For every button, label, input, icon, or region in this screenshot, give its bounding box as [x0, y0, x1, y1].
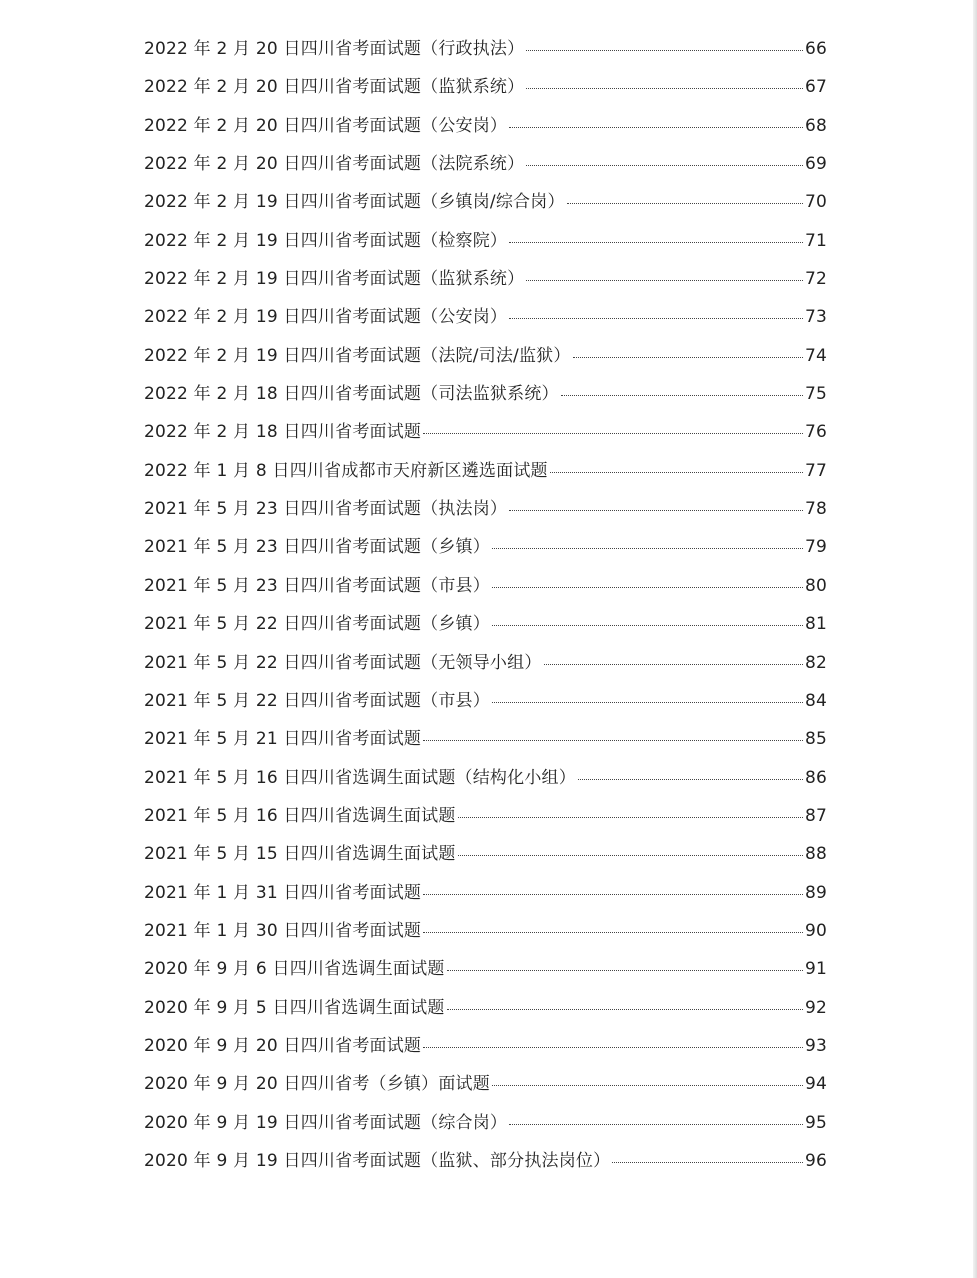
- toc-entry[interactable]: [144, 797, 827, 835]
- toc-entry-title: 2021 年 5 月 16 日四川省选调生面试题: [144, 805, 456, 826]
- toc-entry-page-number: 73: [804, 307, 827, 328]
- toc-entry[interactable]: [144, 260, 827, 298]
- toc-entry-page-number: 75: [804, 384, 827, 405]
- toc-entry-title: 2021 年 5 月 23 日四川省考面试题（执法岗）: [144, 499, 508, 520]
- toc-dot-leader: [492, 1085, 803, 1086]
- toc-entry-page-number: 82: [804, 652, 827, 673]
- toc-entry-title: 2021 年 1 月 31 日四川省考面试题: [144, 882, 422, 903]
- toc-dot-leader: [423, 894, 803, 895]
- toc-entry[interactable]: [144, 567, 827, 605]
- toc-entry-title: 2020 年 9 月 19 日四川省考面试题（综合岗）: [144, 1112, 508, 1133]
- toc-entry[interactable]: [144, 644, 827, 682]
- toc-entry-title: 2020 年 9 月 19 日四川省考面试题（监狱、部分执法岗位）: [144, 1150, 611, 1171]
- toc-entry-title: 2020 年 9 月 5 日四川省选调生面试题: [144, 997, 445, 1018]
- toc-entry-page-number: 93: [804, 1035, 827, 1056]
- toc-dot-leader: [447, 970, 803, 971]
- toc-dot-leader: [447, 1009, 803, 1010]
- toc-entry-title: 2022 年 2 月 18 日四川省考面试题: [144, 422, 422, 443]
- toc-entry-page-number: 84: [804, 690, 827, 711]
- toc-dot-leader: [492, 702, 803, 703]
- toc-dot-leader: [423, 932, 803, 933]
- toc-dot-leader: [492, 625, 803, 626]
- toc-entry-page-number: 67: [804, 77, 827, 98]
- toc-entry[interactable]: [144, 1104, 827, 1142]
- toc-dot-leader: [509, 242, 803, 243]
- toc-entry[interactable]: [144, 989, 827, 1027]
- toc-dot-leader: [573, 357, 803, 358]
- toc-entry-page-number: 89: [804, 882, 827, 903]
- toc-dot-leader: [492, 548, 803, 549]
- toc-entry-page-number: 79: [804, 537, 827, 558]
- toc-entry-title: 2020 年 9 月 6 日四川省选调生面试题: [144, 959, 445, 980]
- toc-entry-page-number: 71: [804, 230, 827, 251]
- toc-entry-title: 2022 年 2 月 20 日四川省考面试题（公安岗）: [144, 115, 508, 136]
- toc-entry-title: 2022 年 2 月 18 日四川省考面试题（司法监狱系统）: [144, 384, 559, 405]
- toc-entry-title: 2022 年 1 月 8 日四川省成都市天府新区遴选面试题: [144, 460, 548, 481]
- toc-entry-page-number: 92: [804, 997, 827, 1018]
- toc-entry[interactable]: [144, 68, 827, 106]
- toc-dot-leader: [526, 165, 803, 166]
- toc-entry-title: 2022 年 2 月 20 日四川省考面试题（法院系统）: [144, 154, 525, 175]
- toc-entry[interactable]: [144, 912, 827, 950]
- toc-entry[interactable]: [144, 452, 827, 490]
- toc-dot-leader: [526, 88, 803, 89]
- toc-entry-page-number: 77: [804, 460, 827, 481]
- toc-entry-title: 2022 年 2 月 19 日四川省考面试题（法院/司法/监狱）: [144, 345, 571, 366]
- toc-dot-leader: [567, 203, 803, 204]
- toc-dot-leader: [526, 280, 803, 281]
- toc-entry-page-number: 94: [804, 1074, 827, 1095]
- toc-entry[interactable]: [144, 759, 827, 797]
- toc-entry-page-number: 86: [804, 767, 827, 788]
- toc-entry-title: 2021 年 5 月 22 日四川省考面试题（市县）: [144, 690, 490, 711]
- toc-entry-page-number: 87: [804, 805, 827, 826]
- toc-entry[interactable]: [144, 1065, 827, 1103]
- toc-entry[interactable]: [144, 950, 827, 988]
- toc-entry-page-number: 88: [804, 844, 827, 865]
- toc-dot-leader: [526, 50, 803, 51]
- toc-entry-title: 2022 年 2 月 20 日四川省考面试题（行政执法）: [144, 39, 525, 59]
- toc-dot-leader: [458, 855, 803, 856]
- toc-entry-page-number: 85: [804, 729, 827, 750]
- toc-entry-title: 2020 年 9 月 20 日四川省考面试题: [144, 1035, 422, 1056]
- toc-entry-page-number: 72: [804, 269, 827, 290]
- toc-dot-leader: [544, 664, 803, 665]
- toc-entry-page-number: 81: [804, 614, 827, 635]
- table-of-contents: [144, 30, 827, 1180]
- toc-entry[interactable]: [144, 835, 827, 873]
- toc-entry[interactable]: [144, 605, 827, 643]
- toc-entry-title: 2021 年 1 月 30 日四川省考面试题: [144, 920, 422, 941]
- toc-entry[interactable]: [144, 720, 827, 758]
- toc-entry-page-number: 70: [804, 192, 827, 213]
- toc-dot-leader: [492, 587, 803, 588]
- toc-entry-page-number: 96: [804, 1150, 827, 1171]
- toc-entry-title: 2020 年 9 月 20 日四川省考（乡镇）面试题: [144, 1074, 490, 1095]
- toc-entry-title: 2022 年 2 月 19 日四川省考面试题（公安岗）: [144, 307, 508, 328]
- toc-entry-page-number: 91: [804, 959, 827, 980]
- page-edge-shadow: [973, 0, 977, 1278]
- toc-entry[interactable]: [144, 183, 827, 221]
- toc-entry-title: 2022 年 2 月 19 日四川省考面试题（检察院）: [144, 230, 508, 251]
- toc-entry-title: 2022 年 2 月 19 日四川省考面试题（监狱系统）: [144, 269, 525, 290]
- toc-dot-leader: [612, 1162, 803, 1163]
- toc-entry-title: 2021 年 5 月 21 日四川省考面试题: [144, 729, 422, 750]
- toc-entry-page-number: 76: [804, 422, 827, 443]
- toc-entry-title: 2021 年 5 月 22 日四川省考面试题（乡镇）: [144, 614, 490, 635]
- toc-entry[interactable]: [144, 528, 827, 566]
- toc-entry[interactable]: [144, 298, 827, 336]
- toc-dot-leader: [561, 395, 803, 396]
- toc-dot-leader: [423, 1047, 803, 1048]
- toc-entry-page-number: 95: [804, 1112, 827, 1133]
- toc-entry-title: 2022 年 2 月 20 日四川省考面试题（监狱系统）: [144, 77, 525, 98]
- toc-entry[interactable]: [144, 1142, 827, 1180]
- toc-entry[interactable]: [144, 375, 827, 413]
- toc-dot-leader: [458, 817, 803, 818]
- toc-entry-title: 2021 年 5 月 15 日四川省选调生面试题: [144, 844, 456, 865]
- toc-entry[interactable]: [144, 107, 827, 145]
- toc-entry-title: 2021 年 5 月 16 日四川省选调生面试题（结构化小组）: [144, 767, 576, 788]
- toc-entry[interactable]: [144, 1027, 827, 1065]
- toc-dot-leader: [509, 510, 803, 511]
- toc-dot-leader: [423, 433, 803, 434]
- toc-dot-leader: [509, 1124, 803, 1125]
- toc-entry[interactable]: [144, 413, 827, 451]
- toc-entry-page-number: 69: [804, 154, 827, 175]
- toc-entry-page-number: 78: [804, 499, 827, 520]
- toc-entry[interactable]: [144, 682, 827, 720]
- toc-dot-leader: [423, 740, 803, 741]
- toc-entry-page-number: 74: [804, 345, 827, 366]
- toc-entry[interactable]: [144, 30, 827, 68]
- toc-dot-leader: [578, 779, 803, 780]
- toc-entry[interactable]: [144, 490, 827, 528]
- toc-entry-page-number: 80: [804, 575, 827, 596]
- toc-entry-title: 2021 年 5 月 22 日四川省考面试题（无领导小组）: [144, 652, 542, 673]
- toc-entry-title: 2021 年 5 月 23 日四川省考面试题（市县）: [144, 575, 490, 596]
- toc-entry-page-number: 68: [804, 115, 827, 136]
- toc-entry-title: 2022 年 2 月 19 日四川省考面试题（乡镇岗/综合岗）: [144, 192, 565, 213]
- toc-entry-page-number: 90: [804, 920, 827, 941]
- toc-entry-title: 2021 年 5 月 23 日四川省考面试题（乡镇）: [144, 537, 490, 558]
- toc-entry[interactable]: [144, 337, 827, 375]
- toc-dot-leader: [509, 318, 803, 319]
- toc-entry[interactable]: [144, 222, 827, 260]
- toc-dot-leader: [550, 472, 803, 473]
- toc-entry[interactable]: [144, 145, 827, 183]
- toc-entry-page-number: 66: [804, 39, 827, 59]
- toc-entry[interactable]: [144, 874, 827, 912]
- toc-dot-leader: [509, 127, 803, 128]
